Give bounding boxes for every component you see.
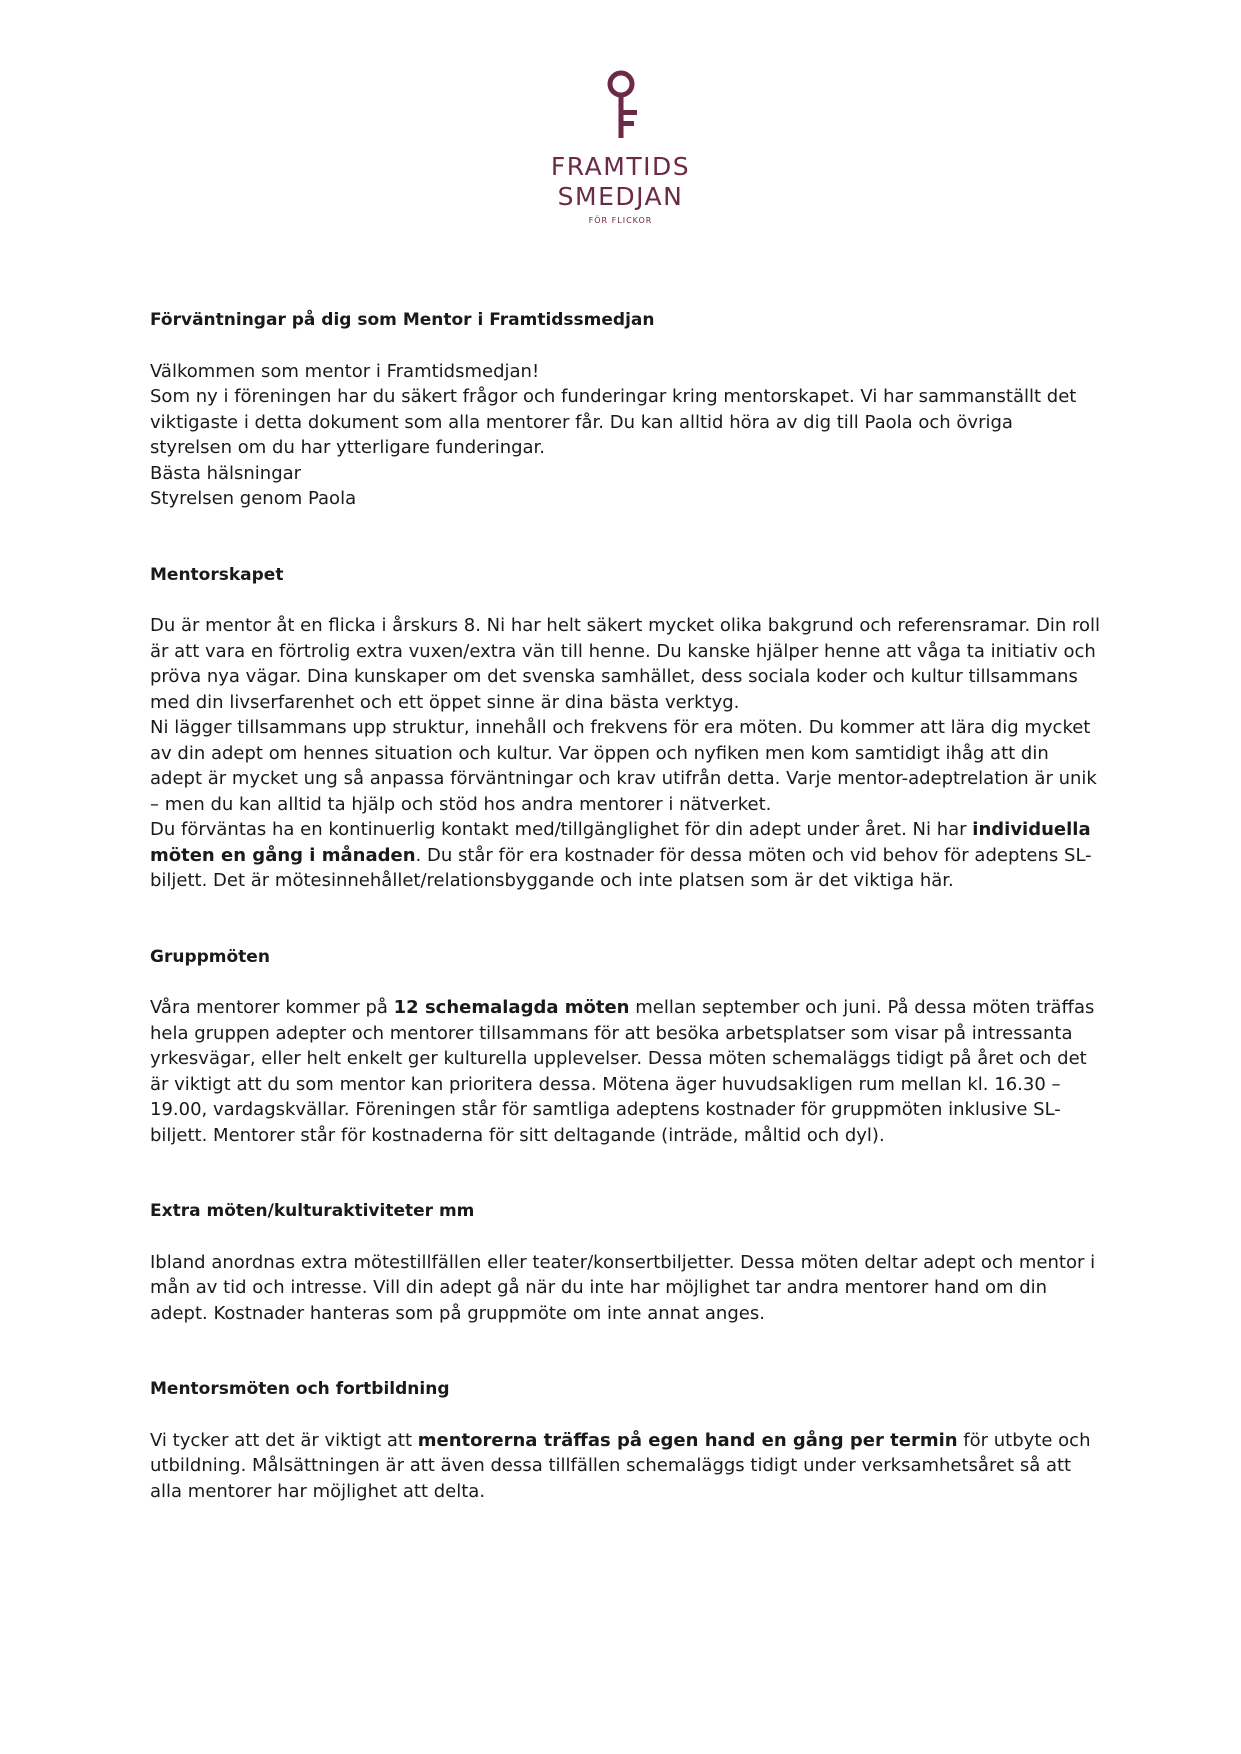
section-heading-mentorsmoten: Mentorsmöten och fortbildning [150,1379,450,1399]
section-heading-gruppmoten: Gruppmöten [150,946,270,967]
signature-line: Styrelsen genom Paola [150,488,357,509]
key-icon [601,70,641,138]
logo-text-smedjan: SMEDJAN [557,182,684,211]
section-heading-extra: Extra möten/kulturaktiviteter mm [150,1201,475,1221]
welcome-line: Välkommen som mentor i Framtidsmedjan! [150,360,540,382]
logo-tagline: FÖR FLICKOR [588,216,653,225]
mentorsmoten-paragraph: Vi tycker att det är viktigt att mentorerna träffas på egen hand en gång per termin för utbyte och utbildning. Målsättningen är att även dessa tillfällen schemaläggs tidigt under verksamhetsåret så att alla mentorer har möjlighet att delta. [150,1429,1091,1502]
gruppmoten-paragraph: Våra mentorer kommer på 12 schemalagda möten mellan september och juni. På dessa möten träffas hela gruppen adepter och mentorer tillsammans för att besöka arbetsplatser som visar på intressanta yrkesvägar, eller helt enkelt ger kulturella upplevelser. Dessa möten schemaläggs tidigt på året och det är viktigt att du som mentor kan prioritera dessa. Mötena äger huvudsakligen rum mellan kl. 16.30 – 19.00, vardagskvällar. Föreningen står för samtliga adeptens kostnader för gruppmöten inklusive SL-biljett. Mentorer står för kostnaderna för sitt deltagande (inträde, måltid och dyl). [150,997,1095,1146]
document-title: Förväntningar på dig som Mentor i Framtidssmedjan [150,310,655,330]
emphasis-individual-meetings: individuella möten en gång i månaden [150,819,1091,866]
extra-paragraph: Ibland anordnas extra mötestillfällen eller teater/konsertbiljetter. Dessa möten deltar adept och mentor i mån av tid och intresse. Vill din adept gå när du inte har möjlighet tar andra mentorer hand om din adept. Kostnader hanteras som på gruppmöte om inte annat anges. [150,1251,1096,1324]
emphasis-scheduled-meetings: 12 schemalagda möten [393,997,630,1018]
mentorskapet-paragraph-2: Ni lägger tillsammans upp struktur, innehåll och frekvens för era möten. Du kommer att lära dig mycket av din adept om hennes situation och kultur. Var öppen och nyfiken men kom samtidigt ihåg att din adept är mycket ung så anpassa förväntningar och krav utifrån detta. Varje mentor-adeptrelation är unik – men du kan alltid ta hjälp och stöd hos andra mentorer i nätverket. [150,717,1097,815]
section-heading-mentorskapet: Mentorskapet [150,564,284,585]
greeting-line: Bästa hälsningar [150,462,302,484]
mentorskapet-paragraph-1: Du är mentor åt en flicka i årskurs 8. Ni har helt säkert mycket olika bakgrund och referensramar. Din roll är att vara en förtrolig extra vuxen/extra vän till henne. Du kanske hjälper henne att våga ta initiativ och pröva nya vägar. Dina kunskaper om det svenska samhället, dess sociala koder och kultur tillsammans med din livserfarenhet och ett öppet sinne är dina bästa verktyg. [150,615,1100,713]
logo [0,70,1241,225]
intro-paragraph: Som ny i föreningen har du säkert frågor och funderingar kring mentorskapet. Vi har sammanställt det viktigaste i detta dokument som alla mentorer får. Du kan alltid höra av dig till Paola och övriga styrelsen om du har ytterligare funderingar. [150,386,1077,458]
emphasis-mentor-meetings: mentorerna träffas på egen hand en gång per termin [417,1429,958,1451]
mentorskapet-paragraph-3: Du förväntas ha en kontinuerlig kontakt med/tillgänglighet för din adept under året. Ni har individuella möten en gång i månaden. Du står för era kostnader för dessa möten och vid behov för adeptens SL-biljett. Det är mötesinnehållet/relationsbyggande och inte platsen som är det viktiga här. [150,819,1092,891]
logo-text-framtids: FRAMTIDS [550,152,691,181]
document-body [150,308,1100,1504]
